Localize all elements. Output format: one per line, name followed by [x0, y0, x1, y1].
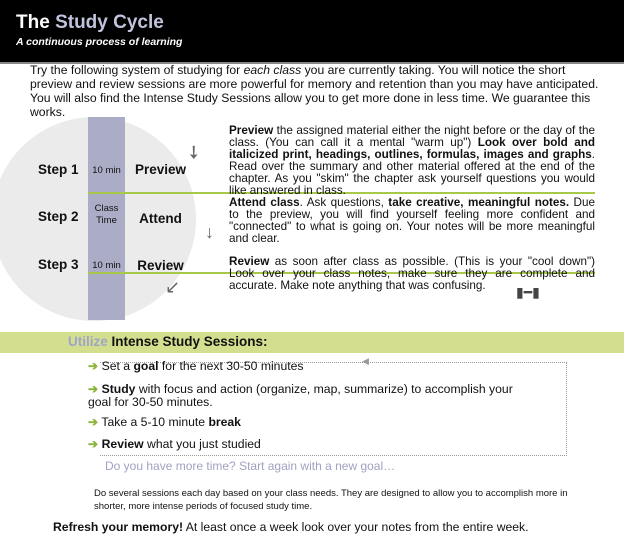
review-description: Review as soon after class as possible. (This is your "cool down") Look over your class notes, make sure they are complete and accurate. Make note anything that was confusing. — [229, 255, 595, 292]
sessions-note: Do several sessions each day based on your class needs. They are designed to allow you to accomplish more in shorter, more intense periods of focused study time. — [94, 488, 568, 512]
step-label: Step 2 — [38, 209, 79, 224]
step-phase: Review — [137, 258, 184, 273]
list-item: ➔ Set a goal for the next 30-50 minutes — [88, 359, 304, 373]
arrow-icon: ↓ — [205, 222, 214, 242]
page-title: The Study Cycle — [16, 12, 164, 33]
arrow-right-icon: ➔ — [88, 359, 99, 373]
sessions-heading: Utilize Intense Study Sessions: — [68, 334, 268, 349]
step-time: 10 min — [92, 260, 121, 271]
list-item: ➔ Study with focus and action (organize, map, summarize) to accomplish your goal for 30-50 minutes. — [88, 382, 513, 409]
attend-description: Attend class. Ask questions, take creative, meaningful notes. Due to the preview, you will find yourself feeling more confident and "connected" to what is going on. Your notes will be more meaningful and clear. — [229, 196, 595, 245]
page-subtitle: A continuous process of learning — [16, 36, 183, 48]
arrow-right-icon: ➔ — [88, 437, 99, 451]
dumbbell-icon: ▮━▮ — [516, 284, 540, 300]
arrow-right-icon: ➔ — [88, 415, 99, 429]
list-item: ➔ Take a 5-10 minute break — [88, 415, 241, 429]
repeat-prompt: Do you have more time? Start again with a new goal… — [105, 459, 396, 473]
intro-paragraph: Try the following system of studying for each class you are currently taking. You will notice the short preview and review sessions are more powerful for memory and retention than you may have anticipated. You will also find the Intense Study Sessions allow you to get more done in less time. We guarantee this works. — [30, 63, 599, 119]
arrow-icon: ↙ — [165, 277, 181, 297]
step-time: Class Time — [94, 203, 119, 226]
arrow-icon: ➘ — [181, 139, 207, 165]
preview-description: Preview the assigned material either the night before or the day of the class. (You can call it a mental "warm up") Look over bold and italicized print, headings, outlines, formulas, images and graphs. Read over the summary and other material offered at the end of the chapter. As you "skim" the chapter ask yourself questions you would like answered in class. — [229, 124, 595, 197]
step-label: Step 1 — [38, 162, 79, 177]
list-item: ➔ Review what you just studied — [88, 437, 261, 451]
step-phase: Attend — [139, 211, 182, 226]
step-phase: Preview — [134, 162, 187, 177]
step-label: Step 3 — [38, 257, 79, 272]
arrow-right-icon: ➔ — [88, 382, 99, 396]
step-time: 10 min — [92, 165, 121, 176]
loop-arrow-icon: ◀ — [362, 356, 369, 366]
footer-note: Refresh your memory! At least once a week look over your notes from the entire week. — [53, 520, 529, 534]
